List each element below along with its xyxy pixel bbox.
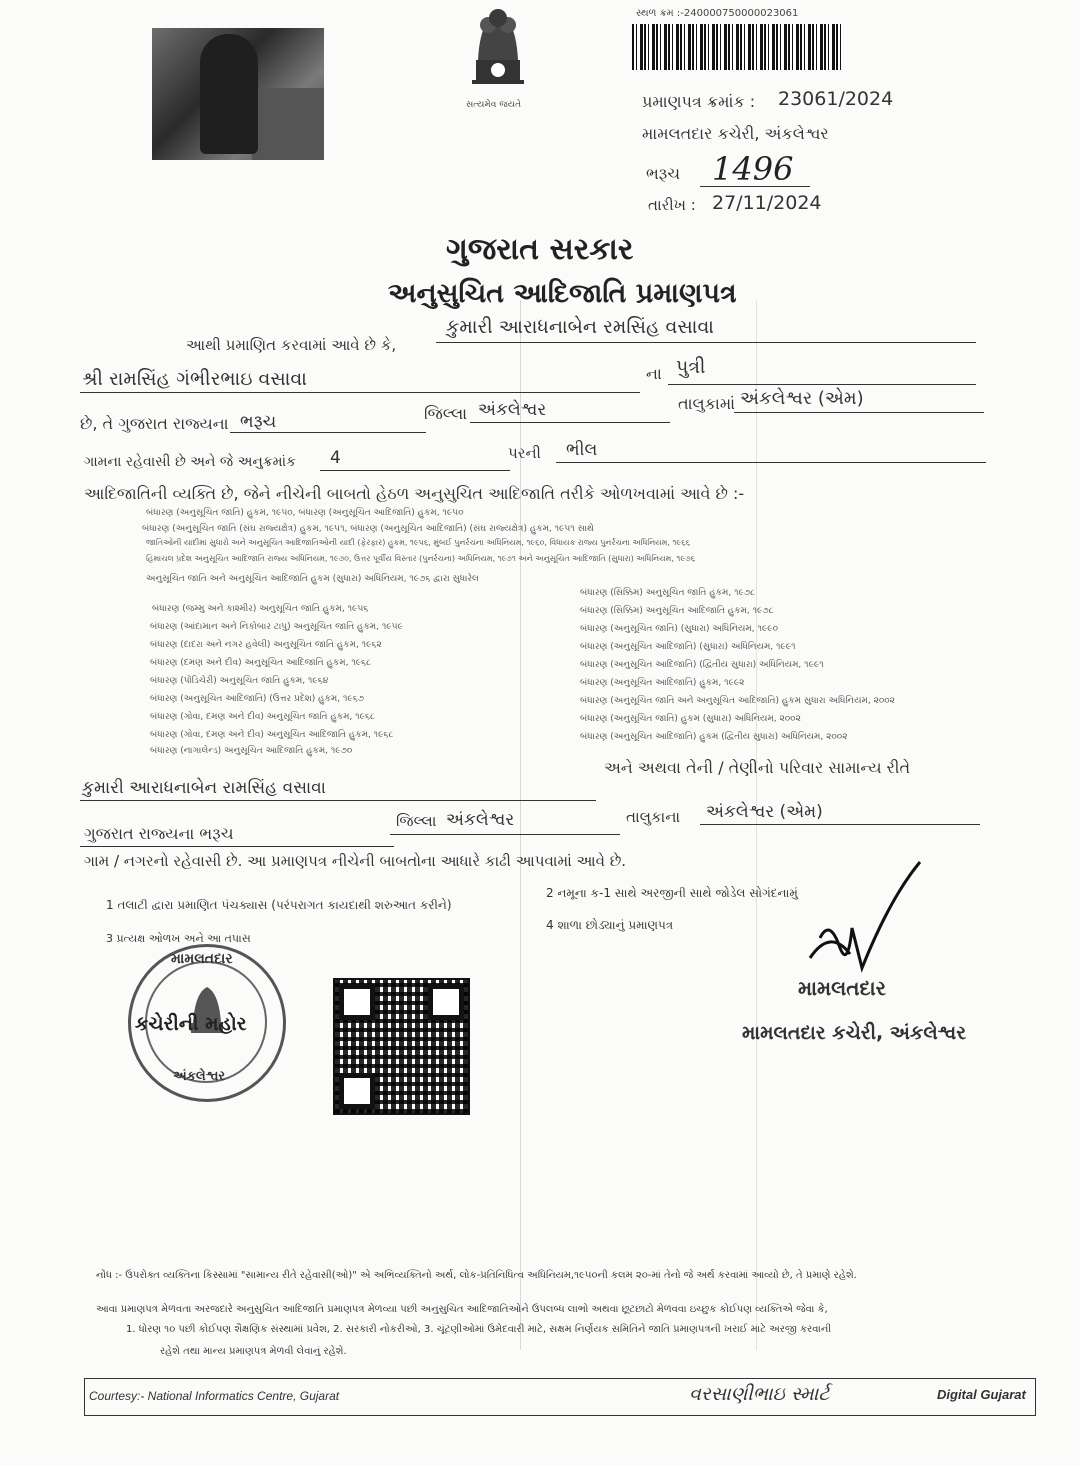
order-line: હિમાચલ પ્રદેશ અનુસૂચિત આદિજાતિ રાજ્ય અધિનિયમ, ૧૯૭૦, ઉત્તર પૂર્વીય વિસ્તાર (પુનર્રચના) અધિનિયમ, ૧૯૭૧ અને અનુસૂચિત આદિજાતિ (સુધારા) અધિનિયમ, ૧૯૭૬: [146, 554, 696, 563]
underline: [556, 462, 986, 463]
emblem-caption: સત્યમેવ જયતે: [466, 100, 522, 110]
district-value: ભરૂચ: [240, 412, 277, 432]
underline: [668, 384, 976, 385]
taluka-label: તાલુકામાં: [678, 394, 736, 413]
underline: [80, 846, 394, 847]
seal-top-text: મામલતદાર: [171, 951, 233, 967]
applicant-photo: [152, 28, 324, 160]
underline: [320, 470, 510, 471]
resident-text: ગામના રહેવાસી છે અને જે અનુક્રમાંક: [84, 454, 296, 470]
relation-label: ના: [646, 364, 662, 383]
underline: [80, 392, 640, 393]
seal-bottom-text: અંકલેશ્વર: [173, 1069, 226, 1084]
order-left: બંધારણ (નાગાલેન્ડ) અનુસૂચિત આદિજાતિ હુકમ, ૧૯૭૦: [150, 746, 353, 756]
certificate-title: અનુસુચિત આદિજાતિ પ્રમાણપત્ર: [388, 278, 737, 309]
caste-value: ભીલ: [566, 440, 598, 460]
order-left: બંધારણ (પોંડિચેરી) અનુસૂચિત જાતિ હુકમ, ૧૯૬૪: [150, 676, 329, 686]
underline: [734, 412, 984, 413]
order-left: બંધારણ (અનુસૂચિત આદિજાતિ) (ઉત્તર પ્રદેશ) હુકમ, ૧૯૬૭: [150, 694, 365, 704]
underline: [700, 824, 980, 825]
basis-item-4: 4 શાળા છોડ્યાનું પ્રમાણપત્ર: [546, 918, 674, 932]
applicant-name: કુમારી આરાધનાબેન રમસિંહ વસાવા: [446, 316, 714, 338]
residence-taluka-value: અંકલેશ્વર (એમ): [706, 802, 823, 822]
underline: [700, 186, 810, 187]
relation-value: પુત્રી: [676, 356, 706, 378]
taluka-value: અંકલેશ્વર (એમ): [740, 388, 864, 409]
signatory-office: મામલતદાર કચેરી, અંકલેશ્વર: [742, 1022, 967, 1044]
father-name: શ્રી રામસિંહ ગંભીરભાઇ વસાવા: [82, 368, 307, 390]
footer-brand: Digital Gujarat: [937, 1387, 1026, 1402]
order-line: બંધારણ (અનુસૂચિત જાતિ (સંઘ રાજ્યક્ષેત્ર) હુકમ, ૧૯૫૧, બંધારણ (અનુસૂચિત આદિજાતિ) (સંઘ રાજ્યક્ષેત્ર) હુકમ, ૧૯૫૧ સાથે: [142, 524, 594, 534]
underline: [436, 342, 976, 343]
underline: [230, 432, 426, 433]
order-left: બંધારણ (આંદામાન અને નિકોબાર ટાપુ) અનુસૂચિત જાતિ હુકમ, ૧૯૫૯: [150, 622, 403, 632]
order-right: બંધારણ (સિક્કિમ) અનુસૂચિત જાતિ હુકમ, ૧૯૭૮: [580, 588, 756, 598]
underline: [470, 422, 670, 423]
order-left: બંધારણ (દમણ અને દીવ) અનુસૂચિત આદિજાતિ હુકમ, ૧૯૬૮: [150, 658, 372, 668]
basis-item-1: 1 તલાટી દ્વારા પ્રમાણિત પંચક્યાસ (પરંપરાગત કાયદાથી શરુઆત કરીને): [106, 898, 452, 912]
basis-item-2: 2 નમૂના ક-1 સાથે અરજીની સાથે જોડેલ સોગંદનામું: [546, 886, 798, 900]
order-right: બંધારણ (સિક્કિમ) અનુસૂચિત આદિજાતિ હુકમ, ૧૯૭૮: [580, 606, 774, 616]
handwritten-number: 1496: [712, 150, 794, 188]
underline: [80, 800, 596, 801]
barcode: [632, 24, 842, 70]
residence-taluka-label: તાલુકાના: [626, 808, 681, 826]
order-line: બંધારણ (અનુસૂચિત જાતિ) હુકમ, ૧૯૫૦, બંધારણ (અનુસૂચિત આદિજાતિ) હુકમ, ૧૯૫૦: [146, 508, 464, 518]
basis-text: ગામ / નગરનો રહેવાસી છે. આ પ્રમાણપત્ર નીચેની બાબતોના આધારે કાઢી આપવામાં આવે છે.: [84, 852, 627, 870]
serial-number: 4: [330, 448, 341, 468]
residence-state: ગુજરાત રાજ્યના ભરૂચ: [84, 824, 234, 843]
national-emblem-icon: [458, 0, 538, 108]
header-office: મામલતદાર કચેરી, અંકલેશ્વર: [642, 124, 829, 143]
barcode-label: સ્થળ ક્રમ :-240000750000023061: [636, 8, 799, 19]
tribe-text: આદિજાતિની વ્યક્તિ છે, જેને નીચેની બાબતો હેઠળ અનુસુચિત આદિજાતિ તરીકે ઓળખવામાં આવે છે :-: [84, 484, 745, 503]
certificate-no: 23061/2024: [778, 88, 894, 110]
order-right: બંધારણ (અનુસૂચિત જાતિ અને અનુસૂચિત આદિજાતિ) હુકમ સુધારા અધિનિયમ, ૨૦૦૨: [580, 696, 895, 706]
order-right: બંધારણ (અનુસૂચિત આદિજાતિ) (સુધારા) અધિનિયમ, ૧૯૯૧: [580, 642, 796, 652]
family-text: અને અથવા તેની / તેણીનો પરિવાર સામાન્ય રીતે: [604, 758, 911, 777]
underline: [390, 834, 620, 835]
footer-box: [84, 1378, 1036, 1416]
signatory-designation: મામલતદાર: [798, 976, 886, 1000]
signature-icon: [790, 858, 930, 988]
order-left: બંધારણ (ગોવા, દમણ અને દીવ) અનુસૂચિત જાતિ હુકમ, ૧૯૬૮: [150, 712, 375, 722]
order-right: બંધારણ (અનુસૂચિત જાતિ) હુકમ (સુધારા) અધિનિયમ, ૨૦૦૨: [580, 714, 801, 724]
certify-text: આથી પ્રમાણિત કરવામાં આવે છે કે,: [186, 336, 397, 354]
seal-middle-text: કચેરીની મહોર: [135, 1013, 247, 1035]
order-right: બંધારણ (અનુસૂચિત આદિજાતિ) હુકમ (દ્વિતીય સુધારા) અધિનિયમ, ૨૦૦૨: [580, 732, 848, 742]
note-2: આવા પ્રમાણપત્ર મેળવતા અરજદારે અનુસુચિત આદિજાતિ પ્રમાણપત્ર મેળવ્યા પછી અનુસુચિત આદિજાતિઓને ઉપલબ્ધ લાભો અથવા છૂટછાટો મેળવવા ઇચ્છુક કોઈપણ વ્યક્તિએ જેવા કે,: [96, 1304, 828, 1315]
order-right: બંધારણ (અનુસૂચિત આદિજાતિ) હુકમ, ૧૯૯૨: [580, 678, 745, 688]
order-left: બંધારણ (જમ્મુ અને કાશ્મીર) અનુસૂચિત જાતિ હુકમ, ૧૯૫૬: [152, 604, 369, 614]
district-label: જિલ્લા: [424, 404, 468, 423]
order-right: બંધારણ (અનુસૂચિત જાતિ) (સુધારા) અધિનિયમ, ૧૯૯૦: [580, 624, 778, 634]
note-1: નોંધ :- ઉપરોક્ત વ્યક્તિના કિસ્સામાં "સામાન્ય રીતે રહેવાસી(ઓ)" એ અભિવ્યક્તિનો અર્થ, લોક-પ્રતિનિધિત્વ અધિનિયમ,૧૯૫૦ની કલમ ૨૦-માં તેનો જે અર્થ કરવામાં આવ્યો છે, તે પ્રમાણે રહેશે.: [96, 1270, 857, 1281]
note-3: 1. ધોરણ ૧૦ પછી કોઈપણ શૈક્ષણિક સંસ્થામાં પ્રવેશ, 2. સરકારી નોકરીઓ, 3. ચૂંટણીઓમાં ઉમેદવારી માટે, સક્ષમ નિર્ણયક સમિતિને જાતિ પ્રમાણપત્રની ખરાઈ માટે અરજી કરવાની: [126, 1324, 832, 1335]
order-left: બંધારણ (દાદરા અને નગર હવેલી) અનુસૂચિત જાતિ હુકમ, ૧૯૬૨: [150, 640, 382, 650]
residence-district-label: જિલ્લા: [396, 812, 437, 830]
basis-item-3: 3 પ્રત્યક્ષ ઓળખ અને આ તપાસ: [106, 932, 251, 945]
qr-code: [333, 978, 470, 1115]
order-left: બંધારણ (ગોવા, દમણ અને દીવ) અનુસૂચિત આદિજાતિ હુકમ, ૧૯૬૮: [150, 730, 394, 740]
state-text: છે, તે ગુજરાત રાજ્યના: [80, 414, 229, 433]
footer-courtesy: Courtesy:- National Informatics Centre, Gujarat: [89, 1389, 340, 1403]
issue-date: 27/11/2024: [712, 192, 822, 214]
footer-handwritten: વરસાણીભાઇ સ્માર્ટ: [689, 1383, 830, 1405]
place-label: ભરૂચ: [646, 164, 681, 183]
residence-name: કુમારી આરાધનાબેન રામસિંહ વસાવા: [82, 778, 326, 798]
residence-district-value: અંકલેશ્વર: [446, 810, 515, 830]
date-label: તારીખ :: [648, 196, 696, 214]
order-right: બંધારણ (અનુસૂચિત આદિજાતિ) (દ્વિતીય સુધારા) અધિનિયમ, ૧૯૯૧: [580, 660, 824, 670]
order-line: જાતિઓની યાદીમાં સુધારો અને અનુસૂચિત આદિજાતિઓની યાદી (ફેરફાર) હુકમ, ૧૯૫૬, મુંબઈ પુનર્રચના અધિનિયમ, ૧૯૬૦, વિધાયક રાજ્ય પુનર્રચના અધિનિયમ, ૧૯૬૬: [146, 538, 691, 547]
note-4: રહેશે તથા માન્ય પ્રમાણપત્ર મેળવી લેવાનું રહેશે.: [160, 1346, 347, 1357]
office-seal: [128, 944, 286, 1102]
caste-label: પરની: [508, 444, 541, 462]
district-taluka-value: અંકલેશ્વર: [478, 400, 547, 420]
certificate-no-label: પ્રમાણપત્ર ક્રમાંક :: [642, 92, 756, 111]
order-line: અનુસૂચિત જાતિ અને અનુસૂચિત આદિજાતિ હુકમ (સુધારા) અધિનિયમ, ૧૯૭૬ દ્વારા સુધારેલ: [146, 574, 479, 584]
government-title: ગુજરાત સરકાર: [446, 232, 634, 267]
scan-line: [756, 300, 757, 1350]
